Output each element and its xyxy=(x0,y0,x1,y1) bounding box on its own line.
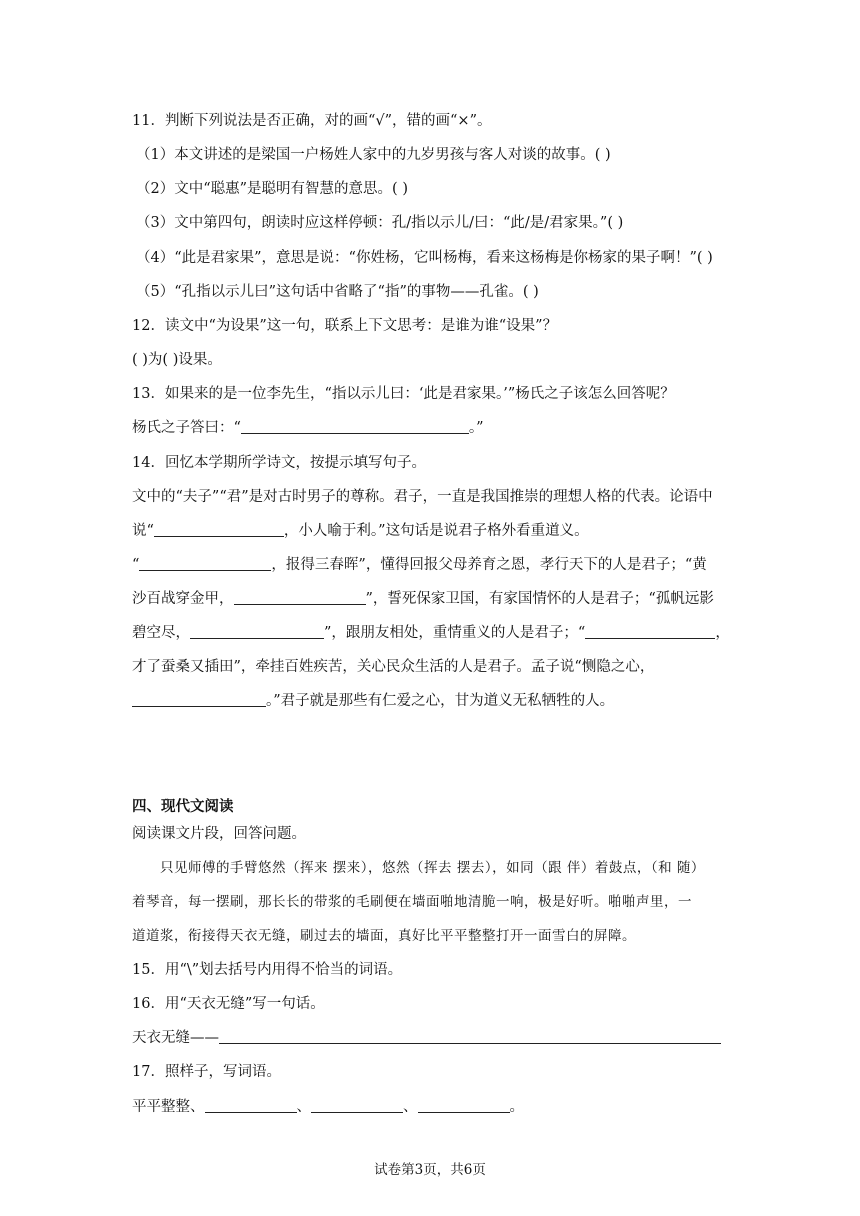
q14-blank-3[interactable] xyxy=(234,590,366,605)
q14-text: ”，誓死保家卫国，有家国情怀的人是君子；“孤帆远影 xyxy=(365,591,714,607)
q11-title: 11．判断下列说法是否正确，对的画“√”，错的画“×”。 xyxy=(132,113,492,129)
q17-example: 平平整整、 xyxy=(132,1099,205,1115)
passage-line-2: 着琴音，每一摆刷，那长长的带浆的毛刷便在墙面啪地清脆一响，极是好听。啪啪声里，一 xyxy=(132,894,692,910)
q12-answer: ( )为( )设果。 xyxy=(132,352,222,368)
q17-sep: 、 xyxy=(296,1099,311,1115)
passage-line-3: 道道浆，衔接得天衣无缝，刷过去的墙面，真好比平平整整打开一面雪白的屏障。 xyxy=(132,928,636,944)
q16-answer-blank[interactable] xyxy=(219,1029,721,1044)
q14-line-4 xyxy=(132,589,714,609)
q14-text: ”，跟朋友相处，重情重义的人是君子；“ xyxy=(324,625,586,641)
q17-blank-3[interactable] xyxy=(418,1098,510,1113)
q12-title: 12．读文中“为设果”这一句，联系上下文思考：是谁为谁“设果”？ xyxy=(132,318,558,334)
q13-answer-line xyxy=(132,418,484,438)
q11-item-5: （5）“孔指以示儿曰”这句话中省略了“指”的事物——孔雀。( ) xyxy=(136,284,539,300)
q13-answer-suffix: 。” xyxy=(468,420,484,436)
q16-answer-line xyxy=(132,1028,721,1048)
q14-text: ， xyxy=(715,625,730,641)
q17-answer-line xyxy=(132,1097,524,1117)
q13-title: 13．如果来的是一位李先生，“指以示儿曰：‘此是君家果。’”杨氏之子该怎么回答呢？ xyxy=(132,386,675,402)
q17-blank-2[interactable] xyxy=(311,1098,403,1113)
q14-blank-1[interactable] xyxy=(154,522,284,537)
q14-line-5 xyxy=(132,623,730,643)
section-4-heading: 四、现代文阅读 xyxy=(132,799,234,815)
section-4-instruction: 阅读课文片段，回答问题。 xyxy=(132,826,306,842)
q14-text: 碧空尽， xyxy=(132,625,190,641)
q11-item-4: （4）“此是君家果”，意思是说：“你姓杨，它叫杨梅，看来这杨梅是你杨家的果子啊！”( ) xyxy=(136,250,713,266)
q13-answer-blank[interactable] xyxy=(241,419,469,434)
q11-item-1: （1）本文讲述的是梁国一户杨姓人家中的九岁男孩与客人对谈的故事。( ) xyxy=(136,147,611,163)
q14-text: 沙百战穿金甲， xyxy=(132,591,234,607)
q14-text: 。”君子就是那些有仁爱之心，甘为道义无私牺牲的人。 xyxy=(266,693,615,709)
q17-blank-1[interactable] xyxy=(205,1098,297,1113)
q14-text: “ xyxy=(132,557,140,573)
passage-line-1: 只见师傅的手臂悠然（挥来 摆来），悠然（挥去 摆去），如同（跟 伴）着鼓点，（和 随） xyxy=(160,860,705,876)
q14-blank-4[interactable] xyxy=(190,624,324,639)
q15-title: 15．用“\”划去括号内用得不恰当的词语。 xyxy=(132,962,403,978)
q14-line-3 xyxy=(132,555,707,575)
q11-item-3: （3）文中第四句，朗读时应这样停顿：孔/指以示儿/曰：“此/是/君家果。”( ) xyxy=(136,215,624,231)
q16-title: 16．用“天衣无缝”写一句话。 xyxy=(132,996,325,1012)
q14-line-2 xyxy=(132,521,589,541)
q17-title: 17．照样子，写词语。 xyxy=(132,1064,281,1080)
q14-title: 14．回忆本学期所学诗文，按提示填写句子。 xyxy=(132,455,426,471)
q17-end: 。 xyxy=(509,1099,524,1115)
q14-line-1: 文中的“夫子”“君”是对古时男子的尊称。君子，一直是我国推崇的理想人格的代表。论语中 xyxy=(132,489,713,505)
q14-text: ，小人喻于利。”这句话是说君子格外看重道义。 xyxy=(283,523,589,539)
q16-prefix: 天衣无缝—— xyxy=(132,1030,219,1046)
q17-sep: 、 xyxy=(403,1099,418,1115)
q13-answer-prefix: 杨氏之子答曰：“ xyxy=(132,420,241,436)
q14-blank-6[interactable] xyxy=(132,692,266,707)
q14-text: ，报得三春晖”，懂得回报父母养育之恩，孝行天下的人是君子；“黄 xyxy=(271,557,707,573)
q14-line-6: 才了蚕桑又插田”，牵挂百姓疾苦，关心民众生活的人是君子。孟子说“恻隐之心， xyxy=(132,659,655,675)
q14-text: 说“ xyxy=(132,523,154,539)
page-footer: 试卷第3页，共6页 xyxy=(374,1162,486,1178)
q14-line-7 xyxy=(132,691,614,711)
q11-item-2: （2）文中“聪惠”是聪明有智慧的意思。( ) xyxy=(136,181,408,197)
q14-blank-5[interactable] xyxy=(585,624,715,639)
q14-blank-2[interactable] xyxy=(139,556,271,571)
